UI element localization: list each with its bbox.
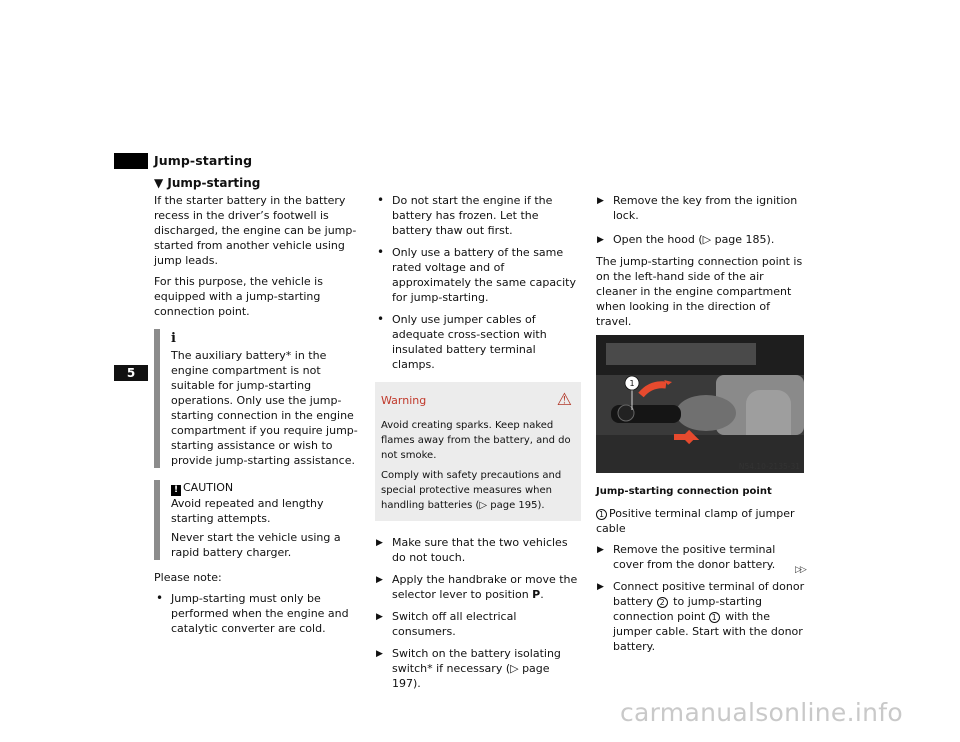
warning-header: [381, 392, 572, 408]
step-list-3: [596, 542, 806, 654]
section-title: [154, 176, 260, 191]
figure-illustration: [596, 335, 804, 473]
column-3: [596, 193, 806, 661]
equipment-paragraph: For this purpose, the vehicle is equipped with a jump-starting connection point.: [154, 275, 323, 318]
continued-arrow-icon: ▷▷: [795, 565, 805, 575]
caution-label: CAUTION: [183, 481, 234, 494]
step-item: ▶ Open the hood (▷ page 185).: [596, 232, 806, 247]
list-item: • Jump-starting must only be performed when the engine and catalytic converter are cold.: [154, 591, 360, 636]
header-tab-block: [114, 153, 148, 169]
step-list-2: [596, 193, 806, 247]
caution-icon: !: [171, 485, 181, 496]
step-item: ▶ Remove the key from the ignition lock.: [596, 193, 806, 223]
warning-triangle-icon: ⚠: [556, 390, 572, 410]
legend-text: Positive terminal clamp of jumper cable: [596, 507, 795, 535]
step-text: Apply the handbrake or move the selector lever to position: [392, 573, 578, 601]
watermark: carmanualsonline.info: [620, 698, 903, 727]
step-text: Connect positive terminal of donor battery: [613, 580, 805, 608]
section-title-text: Jump-starting: [167, 176, 261, 190]
info-icon: i: [171, 331, 176, 346]
reference-number: 1: [709, 612, 720, 623]
info-text: The auxiliary battery* in the engine compartment is not suitable for jump-starting operations. Only use the jump-starting connection in the engine compartment if you require jump-starting assistance or wish to provide jump-starting assistance.: [171, 349, 358, 467]
step-item: ▶ Make sure that the two vehicles do not touch.: [375, 535, 581, 565]
step-item: [596, 579, 806, 654]
info-note: [154, 329, 360, 468]
warning-box: [375, 382, 581, 521]
list-item: • Do not start the engine if the battery has frozen. Let the battery thaw out first.: [375, 193, 581, 238]
list-item: • Only use a battery of the same rated voltage and of approximately the same capacity for jump-starting.: [375, 245, 581, 305]
selector-position: P: [532, 588, 541, 601]
figure-legend: [596, 506, 806, 536]
caution-text-2: Never start the vehicle using a rapid battery charger.: [171, 531, 341, 559]
caution-note: [154, 480, 360, 560]
figure-caption: Jump-starting connection point: [596, 486, 772, 497]
step-item: ▶ Remove the positive terminal cover from the donor battery.: [596, 542, 806, 572]
chapter-number-tab: 5: [114, 365, 148, 381]
step-text: to jump-starting connection point: [613, 595, 763, 623]
location-paragraph: The jump-starting connection point is on the left-hand side of the air cleaner in the engine compartment when looking in the direction of travel.: [596, 255, 803, 328]
step-item: ▶ Switch off all electrical consumers.: [375, 609, 581, 639]
step-item: [375, 572, 581, 602]
step-list: [375, 535, 581, 691]
warning-text-1: Avoid creating sparks. Keep naked flames away from the battery, and do not smoke.: [381, 420, 571, 461]
section-marker: ▼: [154, 176, 164, 190]
caution-heading: [171, 480, 360, 496]
step-item: ▶ Switch on the battery isolating switch* if necessary (▷ page 197).: [375, 646, 581, 691]
column-2: [375, 193, 581, 698]
step-text-end: .: [540, 588, 544, 601]
engine-compartment-figure: [596, 335, 804, 473]
list-item: • Only use jumper cables of adequate cross-section with insulated battery terminal clamps.: [375, 312, 581, 372]
figure-code: N54.10-2135-31: [738, 462, 800, 471]
figure-callout: 1: [629, 379, 635, 388]
page-title: Jump-starting: [154, 153, 253, 168]
precaution-list-continued: [375, 193, 581, 372]
intro-paragraph: If the starter battery in the battery recess in the driver’s footwell is discharged, the engine can be jump-started from another vehicle using jump leads.: [154, 194, 357, 267]
column-1: [154, 193, 360, 643]
step-text: with the jumper cable. Start with the donor battery.: [613, 610, 803, 653]
legend-number: 1: [596, 509, 607, 520]
reference-number: 2: [657, 597, 668, 608]
precaution-list: [154, 591, 360, 636]
warning-title: Warning: [381, 393, 427, 407]
warning-text-2: Comply with safety precautions and special protective measures when handling batteries (▷ page 195).: [381, 470, 562, 511]
please-note-label: Please note:: [154, 571, 222, 584]
caution-text-1: Avoid repeated and lengthy starting attempts.: [171, 497, 324, 525]
